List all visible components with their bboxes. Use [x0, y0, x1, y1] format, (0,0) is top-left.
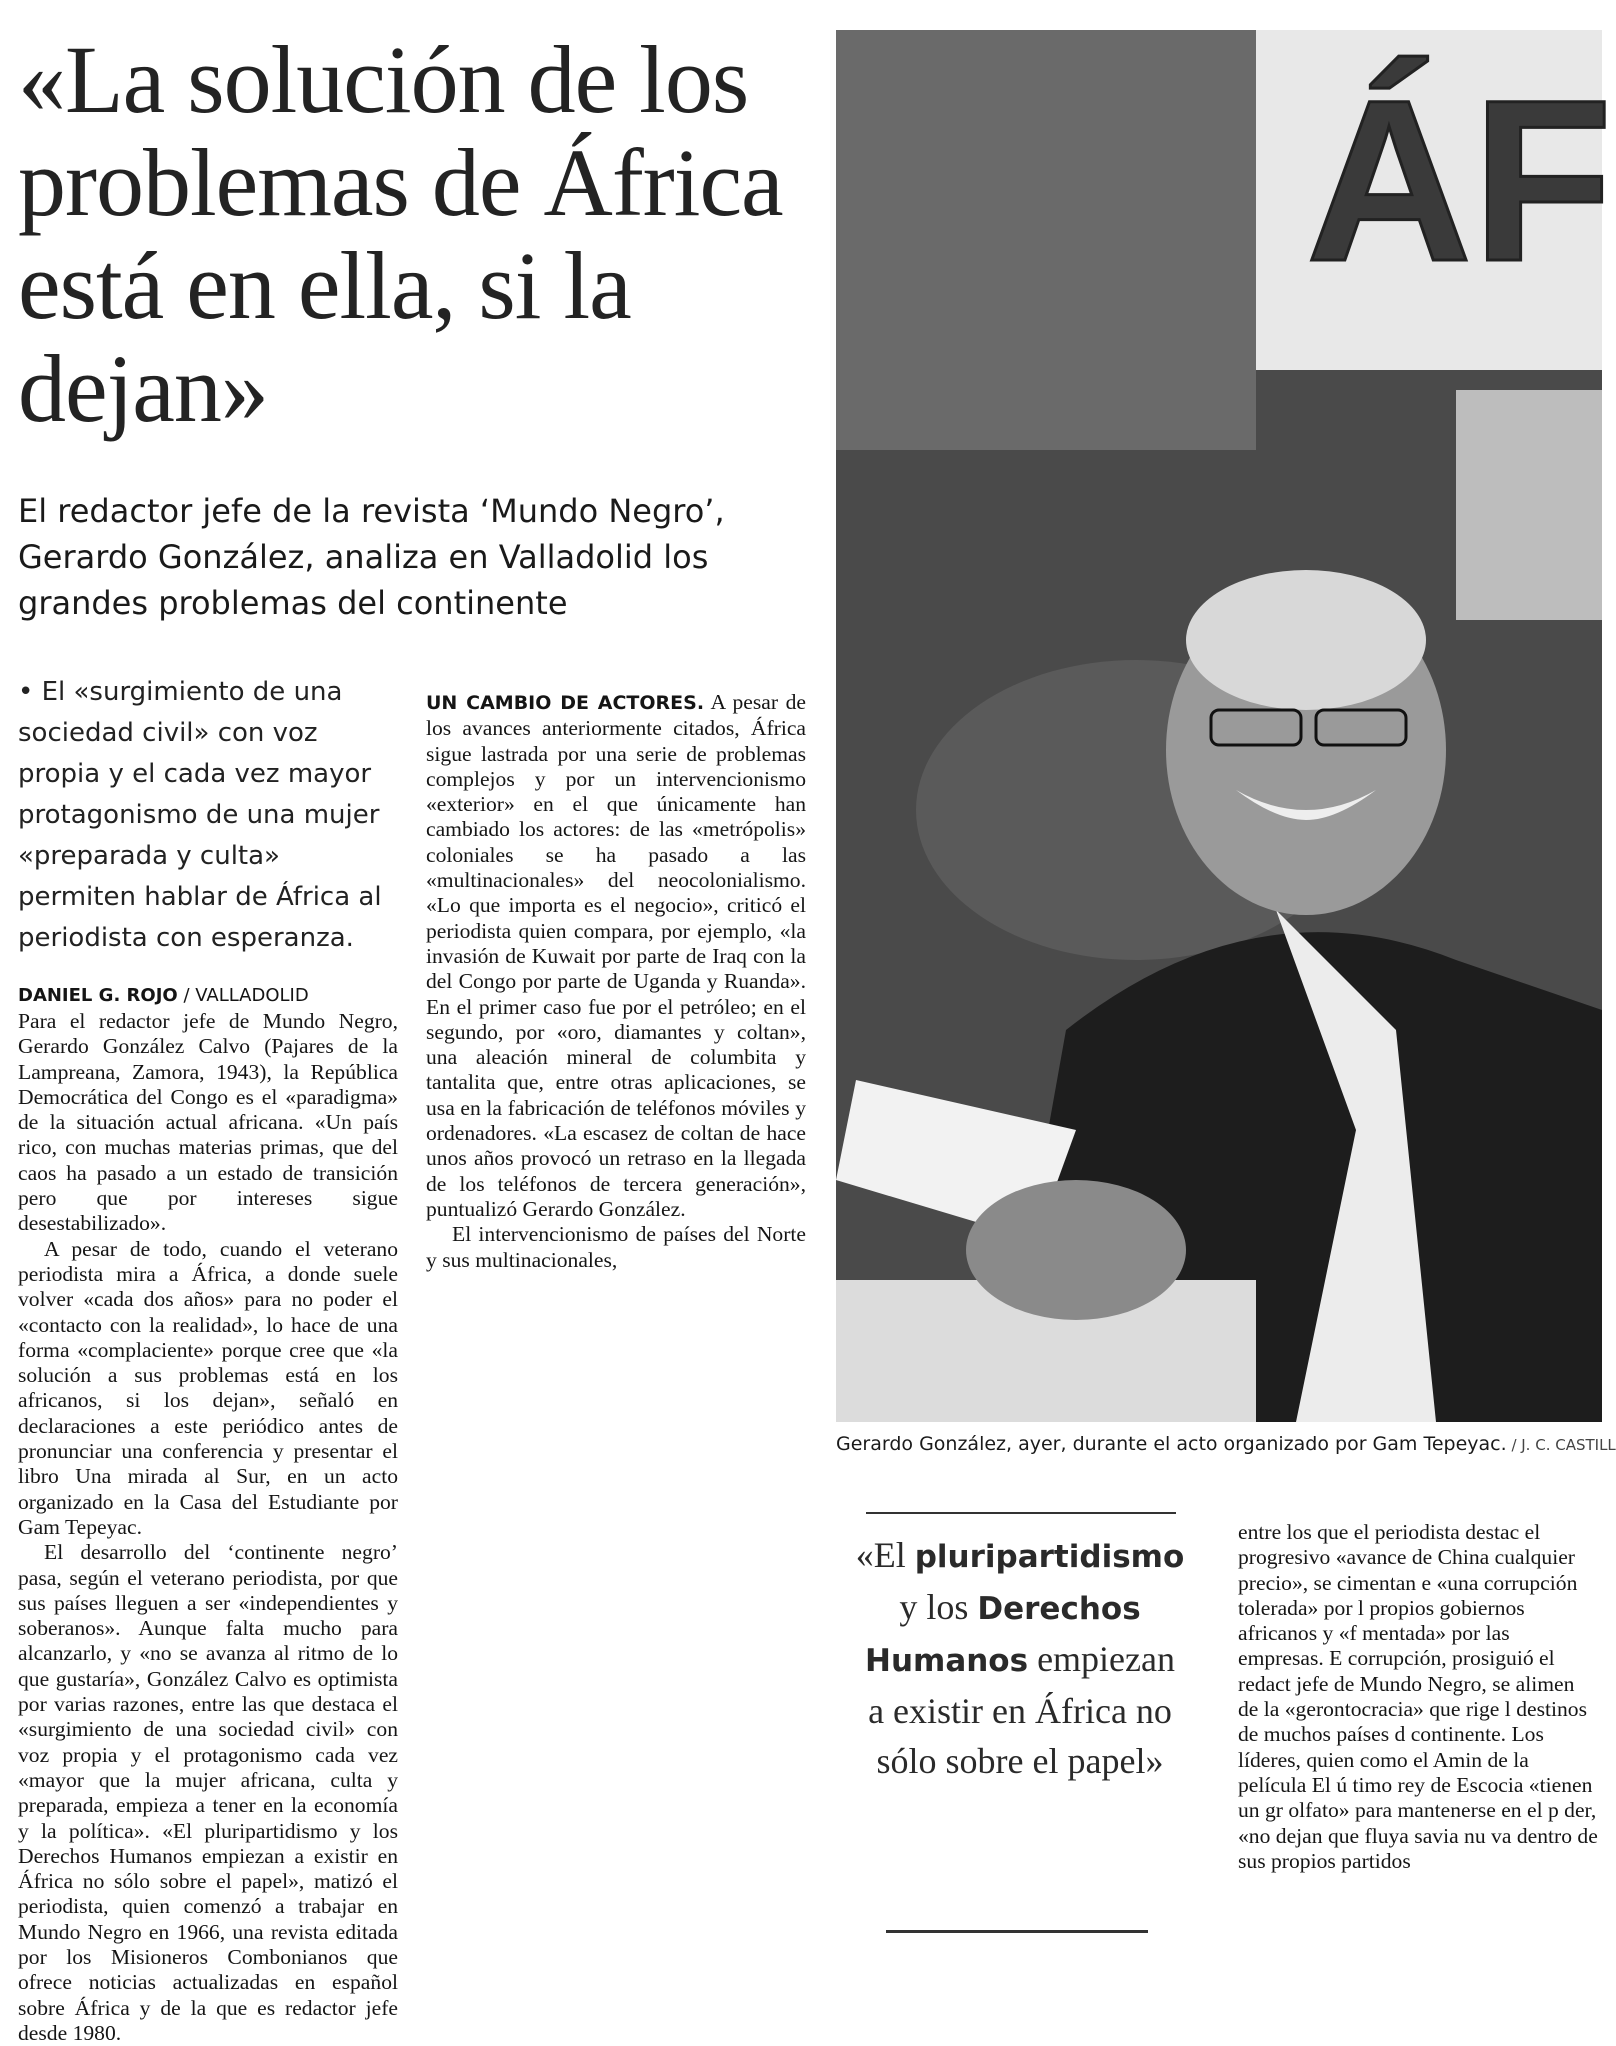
article-column-3	[1238, 1520, 1598, 1874]
byline-author: DANIEL G. ROJO	[18, 985, 178, 1006]
photo-illustration	[836, 30, 1613, 1422]
body-paragraph-6: entre los que el periodista destac el progresivo «avance de China cualquier precio», se cimentan e «una corrupción tolerada» por l propios gobiernos africanos y «f mentada» por las empresas. E corrupción, prosiguió el redact jefe de Mundo Negro, se alimen de la «gerontocracia» que rige l destinos de muchos países d continente. Los líderes, quien como el Amin de la película El ú timo rey de Escocia «tienen un gr olfato» para mantenerse en el p der, «no dejan que fluya savia nu va dentro de sus propios partidos	[1238, 1520, 1598, 1873]
photo-caption	[836, 1432, 1616, 1457]
body-paragraph-2: A pesar de todo, cuando el veterano periodista mira a África, a donde suele volver «cada dos años» para no poder el «contacto con la realidad», lo hace de una forma «complaciente» porque cree que «la solución a sus problemas está en los africanos, si los dejan», señaló en declaraciones a este periódico antes de pronunciar una conferencia y presentar el libro Una mirada al Sur, en un acto organizado en la Casa del Estudiante por Gam Tepeyac.	[18, 1236, 398, 1539]
body-paragraph-1: Para el redactor jefe de Mundo Negro, Gerardo González Calvo (Pajares de la Lampreana, Zamora, 1943), la República Democrática del Congo es el «paradigma» de la situación actual africana. «Un país rico, con muchas materias primas, que del caos ha pasado a un estado de transición pero que por intereses sigue desestabilizado».	[18, 1009, 398, 1236]
article-column-2	[426, 690, 806, 1273]
body-paragraph-3: El desarrollo del ‘continente negro’ pasa, según el veterano periodista, por que sus países lleguen a ser «independientes y soberanos». Aunque falta mucho para alcanzarlo, y «no se avanza al ritmo de lo que gustaría», González Calvo es optimista por varias razones, entre las que destaca el «surgimiento de una sociedad civil» con voz propia y el protagonismo cada vez «mayor que la mujer africana, culta y preparada, empieza a tener en la economía y la política». «El pluripartidismo y los Derechos Humanos empiezan a existir en África no sólo sobre el papel», matizó el periodista, quien comenzó a trabajar en Mundo Negro en 1966, una revista editada por los Misioneros Combonianos que ofrece noticias actualizadas en español sobre África y de la que es redactor jefe desde 1980.	[18, 1540, 398, 2045]
article-column-1	[18, 983, 398, 2046]
headline: «La solución de los problemas de África está en ella, si la dejan»	[18, 26, 783, 442]
caption-text: Gerardo González, ayer, durante el acto organizado por Gam Tepeyac.	[836, 1433, 1507, 1455]
pullquote-top-rule	[866, 1512, 1176, 1514]
body-paragraph-4: UN CAMBIO DE ACTORES. A pesar de los avances anteriormente citados, África sigue lastrada por una serie de problemas complejos y por un intervencionismo «exterior» en el que únicamente han cambiado los actores: de las «metrópolis» coloniales se ha pasado a las «multinacionales» del neocolonialismo. «Lo que importa es el negocio», criticó el periodista quien compara, por ejemplo, «la invasión de Kuwait por parte de Iraq con la del Congo por parte de Uganda y Ruanda». En el primer caso fue por el petróleo; en el segundo, por «oro, diamantes y coltan», una aleación mineral de columbita y tantalita que, entre otras aplicaciones, se usa en la fabricación de teléfonos móviles y ordenadores. «La escasez de coltan de hace unos años provocó un retraso en la llegada de los teléfonos de tercera generación», puntualizó Gerardo González.	[426, 690, 806, 1221]
byline-location: / VALLADOLID	[177, 985, 309, 1006]
subheadline: El redactor jefe de la revista ‘Mundo Negro’, Gerardo González, analiza en Valladolid los grandes problemas del continente	[18, 492, 725, 622]
byline	[18, 983, 398, 1009]
lead-summary: • El «surgimiento de una sociedad civil» con voz propia y el cada vez mayor protagonismo de una mujer «preparada y culta» permiten hablar de África al periodista con esperanza.	[18, 677, 382, 953]
photo-credit: / J. C. CASTILL	[1506, 1436, 1616, 1454]
pullquote: «El pluripartidismo y los Derechos Humanos empiezan a existir en África no sólo sobre el papel»	[855, 1535, 1185, 1781]
photo-sign-text: ÁF	[1306, 52, 1613, 309]
section-heading: UN CAMBIO DE ACTORES.	[426, 692, 705, 714]
article-photo	[836, 30, 1613, 1422]
body-paragraph-5: El intervencionismo de países del Norte y sus multinacionales,	[426, 1222, 806, 1272]
pullquote-bottom-rule	[886, 1930, 1148, 1933]
